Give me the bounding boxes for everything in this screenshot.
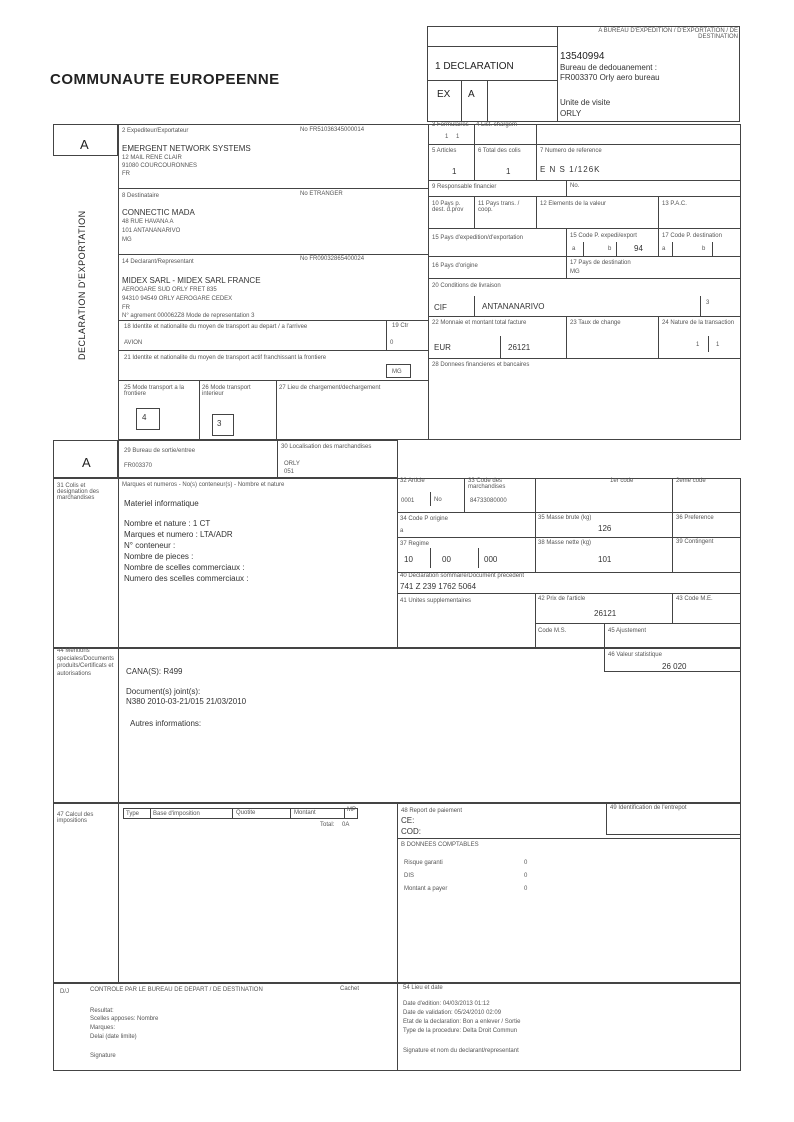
b34-label: 34 Code P origine <box>400 516 448 522</box>
consignee-addr1: 48 RUE HAVANA A <box>122 219 174 225</box>
declarant-country: FR <box>122 305 130 311</box>
declarant-agrement: N° agrement 000062Z8 Mode de representation 3 <box>122 313 255 319</box>
b37-label: 37 Regime <box>400 541 430 547</box>
declarant-name: MIDEX SARL - MIDEX SARL FRANCE <box>122 276 261 285</box>
b20-code: CIF <box>434 303 447 312</box>
b24-v1: 1 <box>696 342 700 348</box>
office-box-label: A BUREAU D'EXPEDITION / D'EXPORTATION / DE DESTINATION <box>598 28 738 40</box>
b-donnees-label: B DONNEES COMPTABLES <box>401 842 479 848</box>
goods-l1: Nombre et nature : 1 CT <box>124 519 211 528</box>
b21-value: MG <box>392 369 402 375</box>
b13-label: 13 P.A.C. <box>662 201 687 207</box>
b25-label: 25 Mode transport a la frontiere <box>124 385 185 397</box>
unit-label: Unite de visite <box>560 98 611 107</box>
b29-value: FR003370 <box>124 463 153 469</box>
dis-value: 0 <box>524 873 528 879</box>
b20-place: ANTANANARIVO <box>482 302 545 311</box>
b33-2e: 2eme code <box>676 478 706 484</box>
b17-label: 17 Pays de destination <box>570 260 631 266</box>
consignee-no: No ETRANGER <box>300 191 343 197</box>
b32-no: No <box>434 497 442 503</box>
mrn-number: 13540994 <box>560 51 605 62</box>
goods-l4: Nombre de pieces : <box>124 552 194 561</box>
b36-label: 36 Preference <box>676 515 714 521</box>
tax-col-mp: MP <box>347 807 356 813</box>
tax-col-base: Base d'imposition <box>153 811 200 817</box>
declarant-addr1: AEROGARE SUD ORLY FRET 835 <box>122 287 217 293</box>
b45-label: 45 Ajustement <box>608 628 647 634</box>
b22-amount: 26121 <box>508 343 531 352</box>
risque-value: 0 <box>524 860 528 866</box>
declarant-addr2: 94310 94549 ORLY AEROGARE CEDEX <box>122 296 233 302</box>
b30-v2: 051 <box>284 469 295 475</box>
b37-v3: 000 <box>484 555 498 564</box>
declaration-label: 1 DECLARATION <box>435 61 514 72</box>
b19-value: 0 <box>390 340 394 346</box>
b21-label: 21 Identite et nationalite du moyen de transport actif franchissant la frontiere <box>124 355 327 361</box>
codems-label: Code M.S. <box>538 628 567 634</box>
tax-total-label: Total: <box>320 822 335 828</box>
b17a-label: 17 Code P. destination <box>662 233 722 239</box>
control-d-label: D/J <box>60 989 69 995</box>
side-letter-a2: A <box>82 455 91 470</box>
autres-info: Autres informations: <box>130 719 202 728</box>
goods-l2: Marques et numero : LTA/ADR <box>124 530 233 539</box>
b16-label: 16 Pays d'origine <box>432 263 478 269</box>
b38-label: 38 Masse nette (kg) <box>538 540 592 546</box>
valid-date: Date de validation: 05/24/2010 02:09 <box>403 1010 502 1016</box>
exporter-addr1: 12 MAIL RENE CLAIR <box>122 155 182 161</box>
docs-value: N380 2010-03-21/015 21/03/2010 <box>126 697 247 706</box>
b22-label: 22 Monnaie et montant total facture <box>432 320 527 326</box>
b30-v1: ORLY <box>284 461 300 467</box>
b7-label: 7 Numero de reference <box>540 148 602 154</box>
consignee-label: 8 Destinataire <box>122 193 160 199</box>
b10-label: 10 Pays p. dest. d.prov <box>432 201 464 213</box>
b24-v2: 1 <box>716 342 720 348</box>
tax-col-quotite: Quotite <box>236 810 256 816</box>
b32-value: 0001 <box>401 498 415 504</box>
b29-label: 29 Bureau de sortie/entree <box>124 448 196 454</box>
b27-label: 27 Lieu de chargement/dechargement <box>279 385 381 391</box>
b3-label: 3 Formulaires <box>432 122 469 128</box>
b23-label: 23 Taux de change <box>570 320 621 326</box>
b33-1er: 1er code <box>610 478 634 484</box>
b46-value: 26 020 <box>662 662 687 671</box>
b34-a: a <box>400 528 404 534</box>
b9-no: No. <box>570 183 580 189</box>
b17-value: MG <box>570 269 580 275</box>
goods-desc: Materiel informatique <box>124 499 199 508</box>
b6-label: 6 Total des colis <box>478 148 521 154</box>
sign-label: Signature et nom du declarant/representant <box>403 1048 519 1054</box>
b26-label: 26 Mode transport interieur <box>202 385 251 397</box>
b37-v1: 10 <box>404 555 413 564</box>
side-letter-a: A <box>80 137 89 152</box>
proc-type: Type de la procedure: Delta Droit Commun <box>403 1028 518 1034</box>
b33-value: 84733080000 <box>470 498 507 504</box>
b31-label: 31 Colis et designation des marchandises <box>57 483 100 501</box>
b40-value: 741 Z 239 1762 5064 <box>400 582 477 591</box>
b47-label: 47 Calcul des impositions <box>57 812 94 824</box>
vertical-label: DECLARATION D'EXPORTATION <box>77 210 87 360</box>
decl-type-a: A <box>468 89 475 100</box>
b20-num: 3 <box>706 300 710 306</box>
marks-label: Marques et numeros - No(s) conteneur(s) - Nombre et nature <box>122 482 285 488</box>
b39-label: 39 Contingent <box>676 539 714 545</box>
unit-value: ORLY <box>560 109 582 118</box>
exporter-name: EMERGENT NETWORK SYSTEMS <box>122 144 251 153</box>
b28-label: 28 Donnees financieres et bancaires <box>432 362 530 368</box>
control-signature: Signature <box>90 1053 116 1059</box>
consignee-country: MG <box>122 237 132 243</box>
office-line1: Bureau de dedouanement : <box>560 63 657 72</box>
b15-label: 15 Pays d'expedition/d'exportation <box>432 235 524 241</box>
b41-label: 41 Unites supplementaires <box>400 598 472 604</box>
exporter-no: No FR51036345000014 <box>300 127 365 133</box>
b4-label: 4 List. chargem <box>476 122 518 128</box>
b54-label: 54 Lieu et date <box>403 985 443 991</box>
b40-label: 40 Declaration sommaire/Document precedent <box>400 573 525 579</box>
b48-label: 48 Report de paiement <box>401 808 463 814</box>
consignee-name: CONNECTIC MADA <box>122 208 195 217</box>
office-line2: FR003370 Orly aero bureau <box>560 73 660 82</box>
b17a-a: a <box>662 246 666 252</box>
dis-label: DIS <box>404 873 415 879</box>
consignee-addr2: 101 ANTANANARIVO <box>122 228 181 234</box>
b17a-b: b <box>702 246 706 252</box>
goods-l6: Numero des scelles commerciaux : <box>124 574 249 583</box>
cana-text: CANA(S): R499 <box>126 667 183 676</box>
b26-value: 3 <box>217 419 222 428</box>
b5-label: 5 Articles <box>432 148 457 154</box>
b19-label: 19 Ctr <box>392 323 409 329</box>
control-marques: Marques: <box>90 1025 116 1031</box>
control-delai: Delai (date limite) <box>90 1034 137 1040</box>
b15a-value: 94 <box>634 244 643 253</box>
b15a-a: a <box>572 246 576 252</box>
tax-total-value: 0A <box>342 822 350 828</box>
exporter-label: 2 Expediteur/Exportateur <box>122 128 189 134</box>
montant-value: 0 <box>524 886 528 892</box>
b25-value: 4 <box>142 413 147 422</box>
b7-value: E N S 1/126K <box>540 165 601 174</box>
edit-date: Date d'edition: 04/03/2013 01:12 <box>403 1001 490 1007</box>
declarant-no: No FR09032865400024 <box>300 256 365 262</box>
control-cachet: Cachet <box>340 986 360 992</box>
b20-label: 20 Conditions de livraison <box>432 283 501 289</box>
b22-currency: EUR <box>434 343 451 352</box>
exporter-addr2: 91080 COURCOURONNES <box>122 163 198 169</box>
control-scelles: Scelles apposes: Nombre <box>90 1016 159 1022</box>
b44-label: 44 Mentions speciales/Documents produits/Certificats et autorisations <box>57 648 115 677</box>
b49-label: 49 Identification de l'entrepot <box>610 805 687 811</box>
exporter-country: FR <box>122 171 130 177</box>
tax-col-type: Type <box>126 811 140 817</box>
montant-label: Montant a payer <box>404 886 448 892</box>
b38-value: 101 <box>598 555 612 564</box>
b42-value: 26121 <box>594 609 617 618</box>
b11-label: 11 Pays trans. / coop. <box>478 201 520 213</box>
tax-col-montant: Montant <box>294 810 316 816</box>
b48-ce: CE: <box>401 816 415 825</box>
b3-v2: 1 <box>456 134 460 140</box>
b46-label: 46 Valeur statistique <box>608 652 662 658</box>
b37-v2: 00 <box>442 555 451 564</box>
control-resultat: Resultat: <box>90 1008 114 1014</box>
docs-label: Document(s) joint(s): <box>126 687 201 696</box>
b9-label: 9 Responsable financier <box>432 184 497 190</box>
b35-value: 126 <box>598 524 612 533</box>
risque-label: Risque garanti <box>404 860 443 866</box>
b42-label: 42 Prix de l'article <box>538 596 586 602</box>
decl-state: Etat de la declaration: Bon a enlever / Sortie <box>403 1019 521 1025</box>
b43-label: 43 Code M.E. <box>676 596 713 602</box>
b15a-label: 15 Code P. expedi/export <box>570 233 637 239</box>
b5-value: 1 <box>452 167 457 176</box>
b18-label: 18 Identite et nationalite du moyen de transport au depart / a l'arrivee <box>124 324 308 330</box>
goods-l3: N° conteneur : <box>124 541 176 550</box>
b12-label: 12 Elements de la valeur <box>540 201 607 207</box>
b48-cod: COD: <box>401 827 421 836</box>
b3-v1: 1 <box>445 134 449 140</box>
b35-label: 35 Masse brute (kg) <box>538 515 592 521</box>
b33-label: 33 Code des marchandises <box>468 478 506 490</box>
b30-label: 30 Localisation des marchandises <box>281 444 372 450</box>
declarant-label: 14 Declarant/Representant <box>122 259 194 265</box>
page-title: COMMUNAUTE EUROPEENNE <box>50 71 280 88</box>
control-title: CONTROLE PAR LE BUREAU DE DEPART / DE DESTINATION <box>90 987 263 993</box>
b32-label: 32 Article <box>400 478 425 484</box>
b15a-b: b <box>608 246 612 252</box>
goods-l5: Nombre de scelles commerciaux : <box>124 563 245 572</box>
b24-label: 24 Nature de la transaction <box>662 320 735 326</box>
b18-value: AVION <box>124 340 143 346</box>
b6-value: 1 <box>506 167 511 176</box>
decl-type-ex: EX <box>437 89 451 100</box>
